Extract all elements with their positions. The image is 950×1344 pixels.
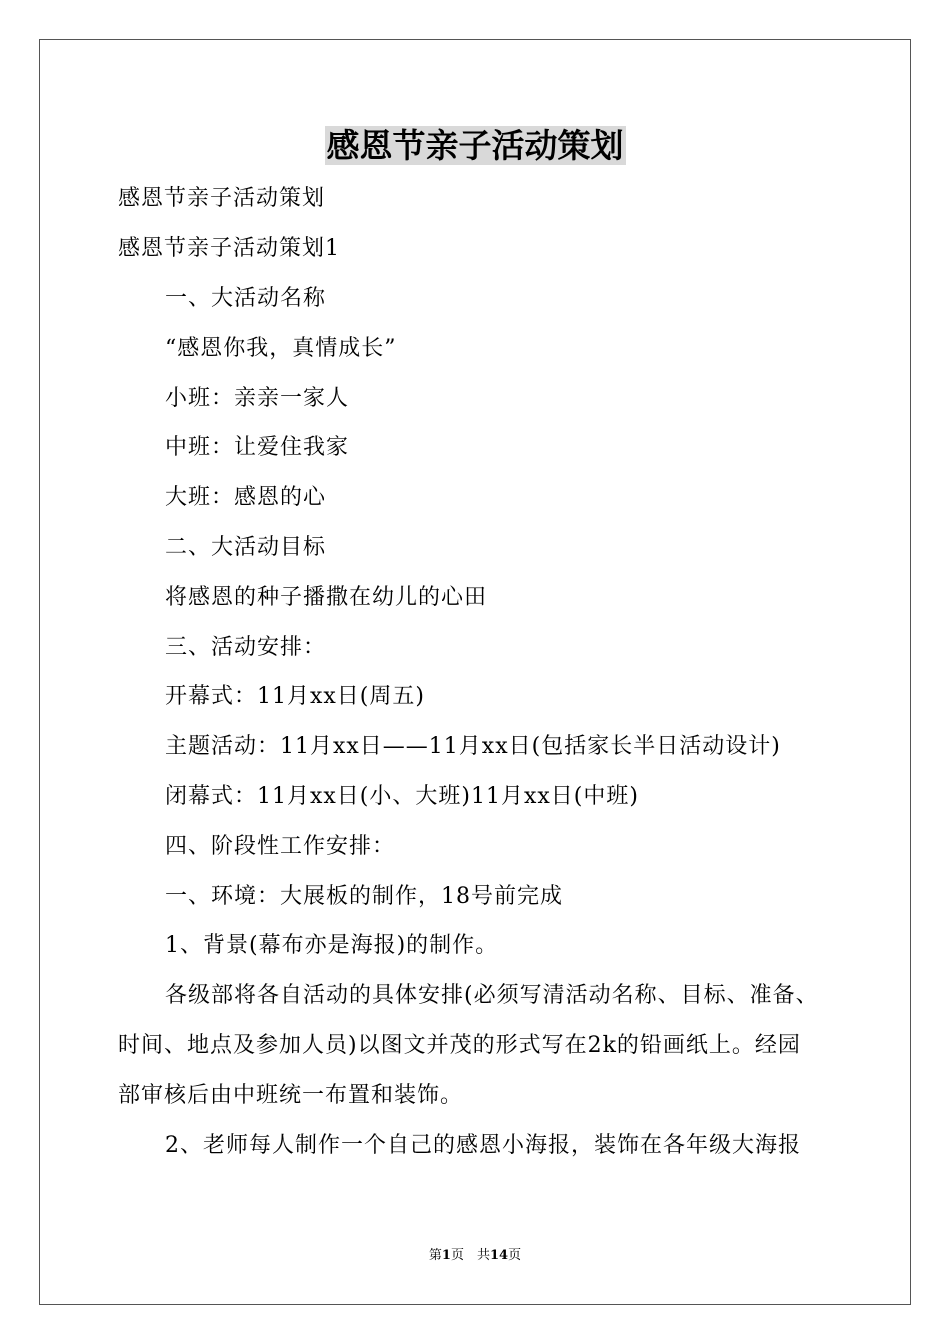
- text-line: 感恩节亲子活动策划1: [118, 236, 340, 261]
- footer-middle: 页 共: [450, 1248, 490, 1263]
- text-line: 小班：亲亲一家人: [165, 386, 350, 411]
- footer-page-number: 1: [441, 1248, 451, 1263]
- text-line: 一、环境：大展板的制作，18号前完成: [165, 884, 563, 909]
- text-line: 感恩节亲子活动策划: [118, 186, 326, 211]
- text-line: 二、大活动目标: [165, 535, 327, 560]
- footer-prefix: 第: [428, 1248, 442, 1263]
- text-line: 各级部将各自活动的具体安排(必须写清活动名称、目标、准备、: [165, 983, 819, 1008]
- text-line: 1、背景(幕布亦是海报)的制作。: [165, 933, 499, 958]
- text-line: 大班：感恩的心: [165, 485, 327, 510]
- footer-suffix: 页: [508, 1248, 522, 1263]
- text-line: 开幕式：11月xx日(周五): [165, 684, 425, 709]
- document-title: [0, 124, 950, 168]
- text-line: 中班：让爱住我家: [165, 435, 350, 460]
- text-line: 一、大活动名称: [165, 286, 327, 311]
- footer-page-total: 14: [489, 1248, 509, 1263]
- text-line: 将感恩的种子播撒在幼儿的心田: [165, 585, 488, 610]
- document-title-text: 感恩节亲子活动策划: [326, 126, 624, 165]
- text-line: 闭幕式：11月xx日(小、大班)11月xx日(中班): [165, 784, 639, 809]
- text-line: 四、阶段性工作安排：: [165, 834, 396, 859]
- page-border: [39, 39, 911, 1305]
- text-line: 部审核后由中班统一布置和装饰。: [118, 1083, 464, 1108]
- text-line: 时间、地点及参加人员)以图文并茂的形式写在2k的铅画纸上。经园: [118, 1033, 801, 1058]
- text-line: 主题活动：11月xx日——11月xx日(包括家长半日活动设计): [165, 734, 781, 759]
- page-footer: [0, 1247, 950, 1265]
- text-line: 三、活动安排：: [165, 635, 327, 660]
- text-line: 2、老师每人制作一个自己的感恩小海报，装饰在各年级大海报: [165, 1133, 801, 1158]
- text-line: “感恩你我，真情成长”: [165, 336, 397, 361]
